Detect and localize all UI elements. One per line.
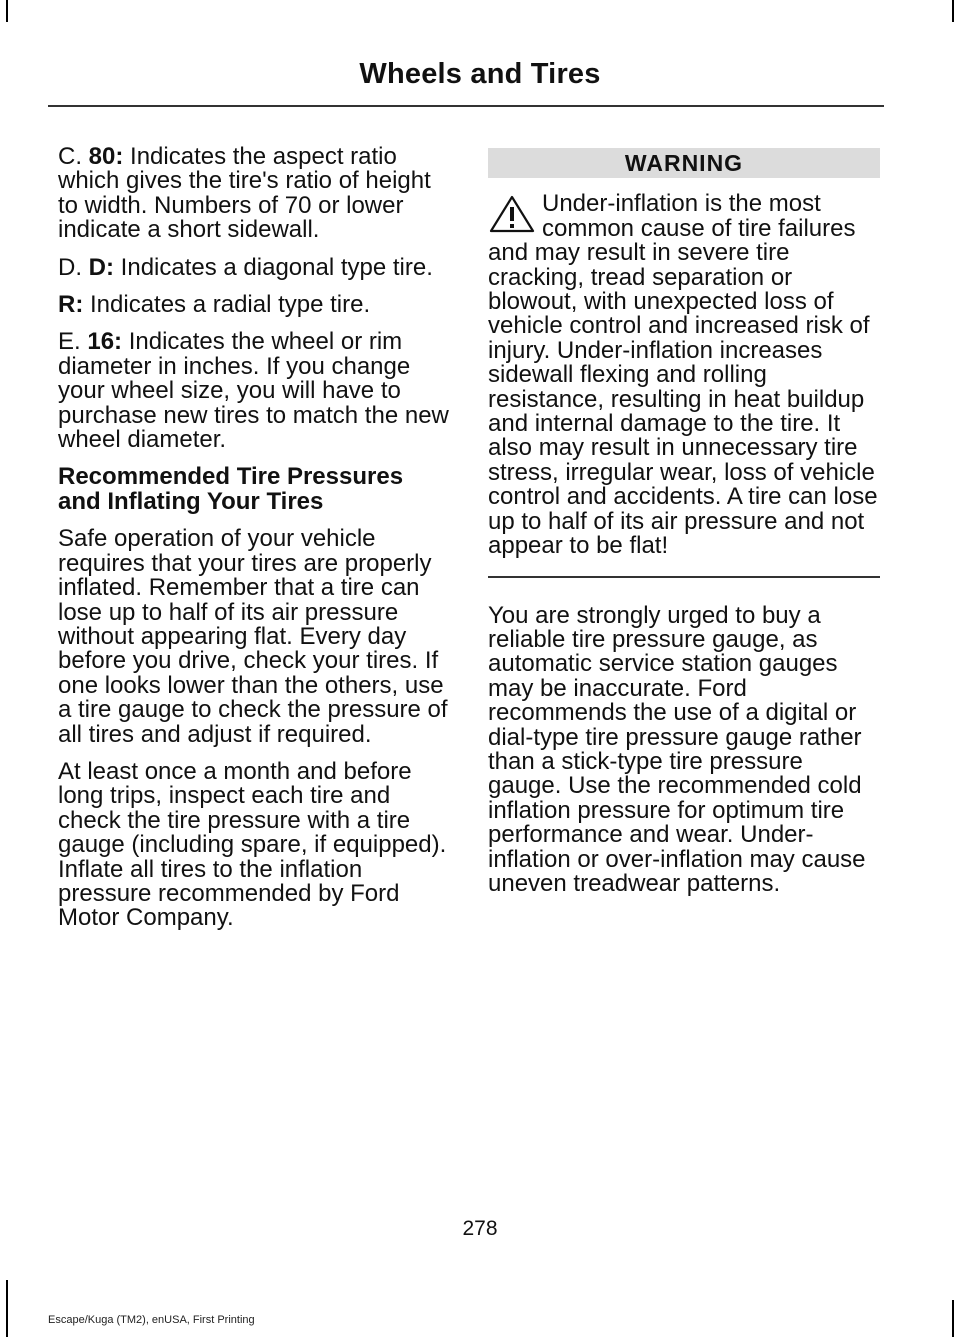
warning-triangle-icon xyxy=(488,194,536,234)
item-c-text: Indicates the aspect ratio which gives the tire's ratio of height to width. Numbers of 70 or lower indicate a short sidewall. xyxy=(58,143,431,244)
page-number: 278 xyxy=(462,1217,498,1240)
item-e-code: 16: xyxy=(87,328,123,356)
item-r-code: R: xyxy=(58,291,84,319)
crop-mark-bottom-right xyxy=(952,1300,954,1337)
item-e xyxy=(58,330,450,452)
item-d-code: D: xyxy=(88,253,114,281)
page-title: Wheels and Tires xyxy=(359,58,601,90)
item-c-code: 80: xyxy=(88,143,124,170)
paragraph-monthly-check: At least once a month and before long trips, inspect each tire and check the tire pressure with a tire gauge (including spare, if equipped). Inflate all tires to the inflation pressure recommended by Ford Motor Company. xyxy=(58,757,447,932)
item-d-text: Indicates a diagonal type tire. xyxy=(120,253,433,281)
crop-mark-bottom-left xyxy=(6,1280,8,1337)
header-divider xyxy=(48,105,884,107)
crop-mark-top-right xyxy=(952,0,954,22)
paragraph-pressure-gauge: You are strongly urged to buy a reliable tire pressure gauge, as automatic service station gauges may be inaccurate. Ford recommends the use of a digital or dial-type tire pressure gauge rather than a stick-type tire pressure gauge. Use the recommended cold inflation pressure for optimum tire performance and wear. Under-inflation or over-inflation may cause uneven treadwear patterns. xyxy=(488,601,866,897)
left-column xyxy=(58,145,450,944)
crop-mark-top-left xyxy=(6,0,8,22)
warning-header: WARNING xyxy=(488,148,880,178)
item-r-text: Indicates a radial type tire. xyxy=(90,291,371,319)
item-c xyxy=(58,145,450,243)
warning-text: Under-inflation is the most common cause of tire failures and may result in severe tire cracking, tread separation or blowout, with unexpected loss of vehicle control and increased risk of injury. Under-inflation increases sidewall flexing and rolling resistance, resulting in heat buildup and internal damage to the tire. It also may result in unnecessary tire stress, irregular wear, loss of vehicle control and accidents. A tire can lose up to half of its air pressure and not appear to be flat! xyxy=(488,190,878,560)
item-d xyxy=(58,253,450,281)
item-r xyxy=(58,293,450,317)
paragraph-safe-operation: Safe operation of your vehicle requires that your tires are properly inflated. Remember that a tire can lose up to half of its air pressure without appearing flat. Every day before you drive, check your tires. If one looks lower than the others, use a tire gauge to check the pressure of all tires and adjust if required. xyxy=(58,525,448,748)
warning-body xyxy=(488,192,880,558)
item-c-prefix: C. xyxy=(58,143,82,170)
warning-divider xyxy=(488,576,880,578)
item-d-prefix: D. xyxy=(58,253,82,281)
section-heading: Recommended Tire Pressures and Inflating Your Tires xyxy=(58,463,404,515)
right-column xyxy=(488,148,880,909)
footer-edition: Escape/Kuga (TM2), enUSA, First Printing xyxy=(48,1314,255,1326)
item-e-text: Indicates the wheel or rim diameter in inches. If you change your wheel size, you will have to purchase new tires to match the new wheel diameter. xyxy=(58,328,449,454)
item-e-prefix: E. xyxy=(58,328,81,356)
